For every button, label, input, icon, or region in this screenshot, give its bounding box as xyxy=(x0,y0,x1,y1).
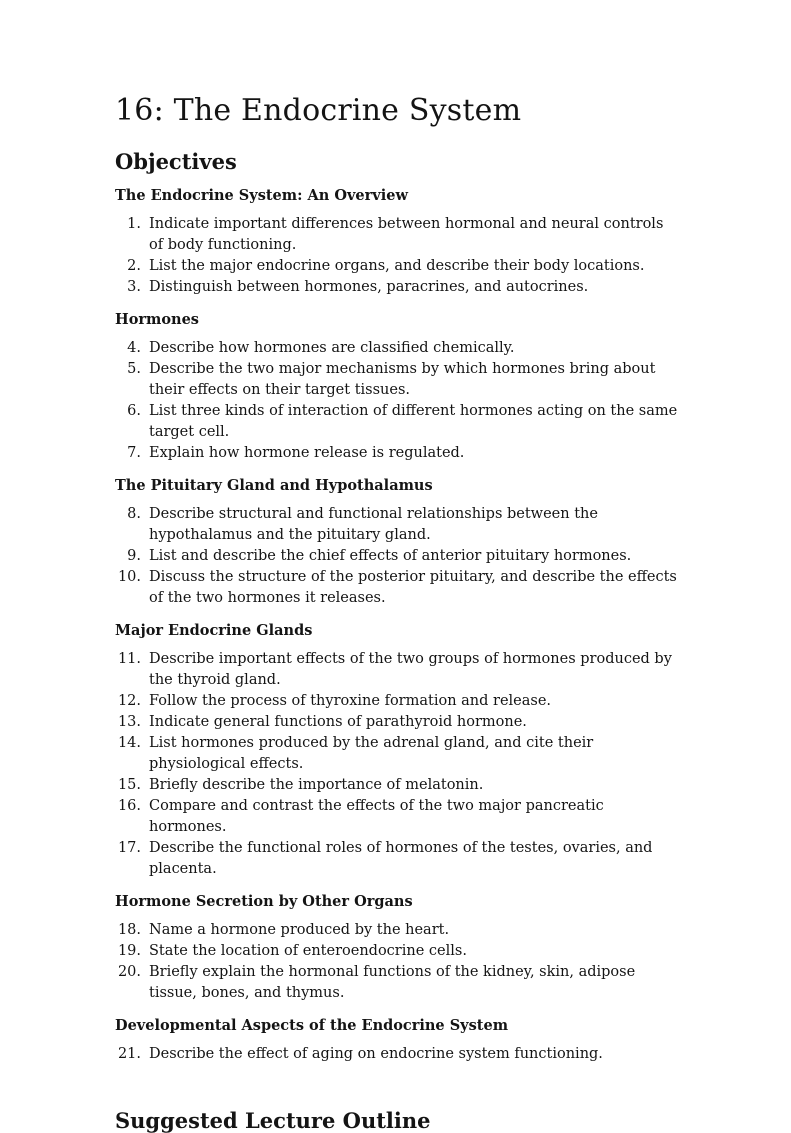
objective-text: Compare and contrast the effects of the two major pancreatic hormones. xyxy=(149,797,604,835)
objective-item xyxy=(115,443,681,464)
objective-item xyxy=(115,338,681,359)
group-heading-other-organs: Hormone Secretion by Other Organs xyxy=(115,892,413,910)
objective-item xyxy=(115,920,681,941)
objective-number: 11. xyxy=(117,650,141,667)
objective-number: 21. xyxy=(117,1045,141,1062)
objective-item xyxy=(115,504,681,546)
objective-item xyxy=(115,359,681,401)
objective-text: Follow the process of thyroxine formation and release. xyxy=(149,692,552,709)
objective-item xyxy=(115,775,681,796)
objective-text: List the major endocrine organs, and describe their body locations. xyxy=(149,257,645,274)
group-heading-pituitary: The Pituitary Gland and Hypothalamus xyxy=(115,476,433,494)
lecture-outline-heading: Suggested Lecture Outline xyxy=(115,1107,431,1133)
group-heading-overview: The Endocrine System: An Overview xyxy=(115,186,408,204)
objective-text: Describe the effect of aging on endocrine system functioning. xyxy=(149,1045,603,1062)
objective-number: 1. xyxy=(127,215,141,232)
objective-number: 13. xyxy=(117,713,141,730)
objective-number: 16. xyxy=(117,797,141,814)
objective-text: State the location of enteroendocrine cells. xyxy=(149,942,467,959)
objective-text: Describe structural and functional relationships between the hypothalamus and the pituitary gland. xyxy=(149,505,598,543)
objective-text: Briefly explain the hormonal functions of the kidney, skin, adipose tissue, bones, and thymus. xyxy=(149,963,636,1001)
objective-number: 7. xyxy=(127,444,141,461)
objective-number: 8. xyxy=(127,505,141,522)
objective-item xyxy=(115,546,681,567)
objectives-heading: Objectives xyxy=(115,148,237,174)
objective-number: 9. xyxy=(127,547,141,564)
objective-item xyxy=(115,214,681,256)
objective-text: Indicate general functions of parathyroid hormone. xyxy=(149,713,527,730)
objective-text: List three kinds of interaction of different hormones acting on the same target cell. xyxy=(149,402,678,440)
objective-text: Distinguish between hormones, paracrines, and autocrines. xyxy=(149,278,589,295)
objective-number: 3. xyxy=(127,278,141,295)
objective-number: 5. xyxy=(127,360,141,377)
group-heading-hormones: Hormones xyxy=(115,310,199,328)
objective-text: Explain how hormone release is regulated. xyxy=(149,444,465,461)
objective-item xyxy=(115,256,681,277)
objective-text: Describe the functional roles of hormones of the testes, ovaries, and placenta. xyxy=(149,839,653,877)
objective-text: Discuss the structure of the posterior pituitary, and describe the effects of the two hormones it releases. xyxy=(149,568,677,606)
objective-item xyxy=(115,277,681,298)
objective-item xyxy=(115,649,681,691)
objective-item xyxy=(115,733,681,775)
objective-item xyxy=(115,401,681,443)
objective-item xyxy=(115,941,681,962)
objective-item xyxy=(115,796,681,838)
objective-text: List hormones produced by the adrenal gland, and cite their physiological effects. xyxy=(149,734,594,772)
group-heading-major-glands: Major Endocrine Glands xyxy=(115,621,313,639)
objective-item xyxy=(115,1044,681,1065)
objective-number: 18. xyxy=(117,921,141,938)
objective-number: 20. xyxy=(117,963,141,980)
objective-number: 4. xyxy=(127,339,141,356)
objective-item xyxy=(115,962,681,1004)
objective-number: 6. xyxy=(127,402,141,419)
objective-text: Name a hormone produced by the heart. xyxy=(149,921,450,938)
objective-number: 2. xyxy=(127,257,141,274)
objective-number: 14. xyxy=(117,734,141,751)
objective-text: List and describe the chief effects of anterior pituitary hormones. xyxy=(149,547,632,564)
objective-number: 17. xyxy=(117,839,141,856)
objective-item xyxy=(115,691,681,712)
objective-text: Indicate important differences between hormonal and neural controls of body functioning. xyxy=(149,215,664,253)
objective-text: Describe important effects of the two groups of hormones produced by the thyroid gland. xyxy=(149,650,672,688)
objective-item xyxy=(115,712,681,733)
objective-text: Describe the two major mechanisms by which hormones bring about their effects on their target tissues. xyxy=(149,360,656,398)
objective-item xyxy=(115,567,681,609)
group-heading-developmental: Developmental Aspects of the Endocrine System xyxy=(115,1016,509,1034)
objective-number: 12. xyxy=(117,692,141,709)
objective-text: Briefly describe the importance of melatonin. xyxy=(149,776,484,793)
objective-number: 10. xyxy=(117,568,141,585)
objective-item xyxy=(115,838,681,880)
objective-number: 19. xyxy=(117,942,141,959)
page-title: 16: The Endocrine System xyxy=(115,93,522,128)
objective-number: 15. xyxy=(117,776,141,793)
objective-text: Describe how hormones are classified chemically. xyxy=(149,339,515,356)
